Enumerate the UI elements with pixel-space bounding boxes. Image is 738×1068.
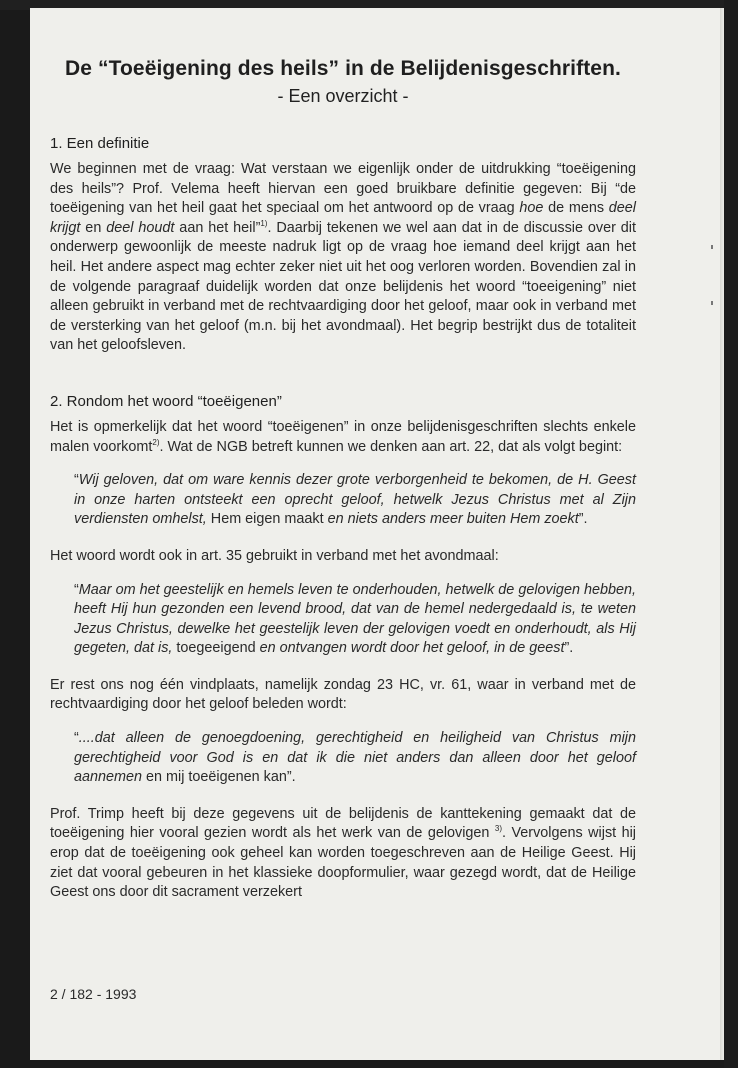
scan-border-right bbox=[724, 0, 738, 1068]
article-subtitle: - Een overzicht - bbox=[277, 86, 409, 106]
scan-speck bbox=[711, 301, 713, 305]
paragraph-definitie: We beginnen met de vraag: Wat verstaan we eigenlijk onder de uitdrukking “toeëigening des heils”? Prof. Velema heeft hiervan een goed bruikbare definitie gegeven: Bij “de toeëigening van het heil gaat het speciaal om het antwoord op de vraag hoe de mens deel krijgt en deel houdt aan het heil”$^{1)}$. Daarbij tekenen we wel aan dat in de discussie over dit onderwerp gewoonlijk de meeste nadruk ligt op de vraag hoe iemand deel krijgt aan het heil. Het andere aspect mag echter zeker niet uit het oog verloren worden. Bovendien zal in de volgende paragraaf duidelijk worden dat onze belijdenis het woord “toeeigening” niet alleen gebruikt in verband met de rechtvaardiging door het geloof, maar ook in verband met de versterking van het geloof (m.n. bij het avondmaal). Het begrip bestrijkt dus de totaliteit van het geloofsleven. bbox=[50, 161, 636, 354]
scan-speck bbox=[711, 245, 713, 249]
article-title: De “Toeëigening des heils” in de Belijdenisgeschriften. bbox=[65, 57, 621, 80]
footnote-ref-2: 2) bbox=[152, 437, 160, 447]
article bbox=[50, 56, 636, 903]
quote-ngb-art35: “Maar om het geestelijk en hemels leven te onderhouden, hetwelk de gelovigen hebben, heeft Hij hun gezonden een levend brood, dat van de hemel nedergedaald is, te weten Jezus Christus, dewelke het geestelijk leven der gelovigen voedt en onderhoudt, als Hij gegeten, dat is, toegeeigend en ontvangen wordt door het geloof, in de geest”. bbox=[74, 581, 636, 657]
page-folio: 2 / 182 - 1993 bbox=[50, 986, 137, 1002]
quote-ngb-art22: “Wij geloven, dat om ware kennis dezer grote verborgenheid te bekomen, de H. Geest in onze harten ontsteekt een oprecht geloof, hetwelk Jezus Christus met al Zijn verdiensten omhelst, Hem eigen maakt en niets anders meer buiten Hem zoekt”. bbox=[74, 472, 636, 528]
quote-hc-vr61: “....dat alleen de genoegdoening, gerechtigheid en heiligheid van Christus mijn gerechtigheid voor God is en dat ik die niet anders dan alleen door het geloof aannemen en mij toeëigenen kan”. bbox=[74, 730, 636, 786]
section-heading-rondom: 2. Rondom het woord “toeëigenen” bbox=[50, 392, 282, 410]
paragraph-trimp: Prof. Trimp heeft bij deze gegevens uit de belijdenis de kanttekening gemaakt dat de toeëigening hier vooral gezien wordt als het werk van de gelovigen $^{3)}$. Vervolgens wijst hij erop dat de toeëigening ook geheel kan worden toegeschreven aan de Heilige Geest. Hij ziet dat vooral gebeuren in het klassieke doopformulier, waar gezegd wordt, dat de Heilige Geest ons door dit sacrament verzekert bbox=[50, 805, 636, 901]
paragraph-rondom-intro: Het is opmerkelijk dat het woord “toeëigenen” in onze belijdenisgeschriften slechts enkele malen voorkomt$^{2)}$. Wat de NGB betreft kunnen we denken aan art. 22, dat als volgt begint: bbox=[50, 418, 636, 455]
paragraph-zondag23: Er rest ons nog één vindplaats, namelijk zondag 23 HC, vr. 61, waar in verband met de rechtvaardiging door het geloof beleden wordt: bbox=[50, 676, 636, 713]
section-heading-definitie: 1. Een definitie bbox=[50, 135, 150, 152]
paragraph-art35: Het woord wordt ook in art. 35 gebruikt in verband met het avondmaal: bbox=[50, 547, 499, 564]
footnote-ref-3: 3) bbox=[494, 824, 503, 834]
footnote-ref-1: 1) bbox=[260, 218, 268, 228]
